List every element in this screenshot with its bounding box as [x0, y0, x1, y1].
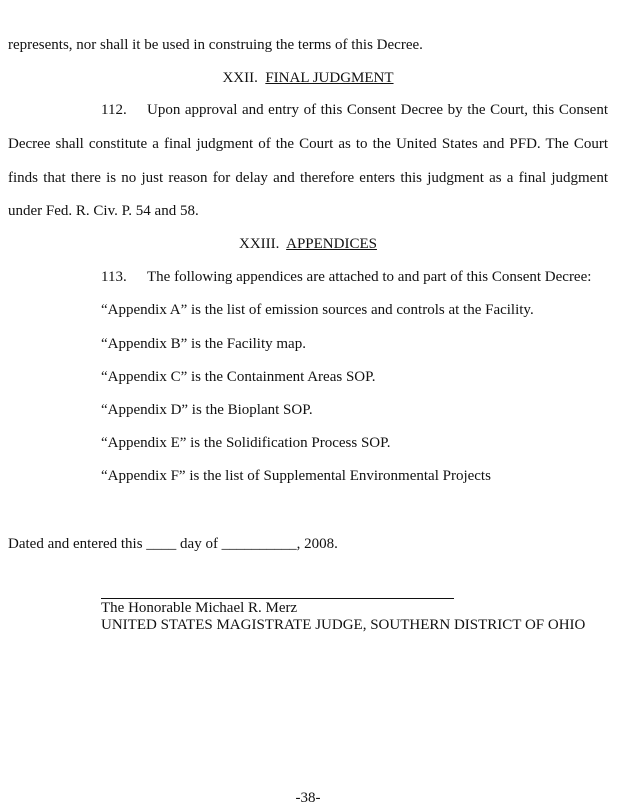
signature-line	[101, 598, 454, 599]
paragraph-113: 113. The following appendices are attached to and part of this Consent Decree:	[101, 269, 592, 285]
section-heading-appendices	[0, 235, 616, 253]
section-title: FINAL JUDGMENT	[265, 70, 394, 86]
signer-name: The Honorable Michael R. Merz	[101, 600, 298, 616]
page-number: -38-	[295, 790, 321, 806]
dated-line: Dated and entered this ____ day of __________, 2008.	[8, 536, 338, 552]
appendix-item: “Appendix E” is the Solidification Process SOP.	[101, 435, 391, 451]
paragraph-112-line-3: finds that there is no just reason for delay and therefore enters this judgment as a final judgment	[8, 170, 608, 186]
paragraph-112-line-4: under Fed. R. Civ. P. 54 and 58.	[8, 203, 199, 219]
intro-line: represents, nor shall it be used in construing the terms of this Decree.	[8, 37, 423, 53]
paragraph-number: 112.	[101, 102, 127, 118]
appendix-item: “Appendix B” is the Facility map.	[101, 336, 306, 352]
section-number: XXII.	[222, 70, 258, 86]
paragraph-112-line-1: 112. Upon approval and entry of this Consent Decree by the Court, this Consent	[101, 102, 608, 118]
appendix-item: “Appendix F” is the list of Supplemental Environmental Projects	[101, 468, 491, 484]
section-title: APPENDICES	[286, 236, 377, 252]
section-heading-final-judgment	[0, 69, 616, 87]
section-number: XXIII.	[239, 236, 280, 252]
appendix-item: “Appendix C” is the Containment Areas SOP.	[101, 369, 376, 385]
appendix-item: “Appendix D” is the Bioplant SOP.	[101, 402, 313, 418]
appendix-item: “Appendix A” is the list of emission sources and controls at the Facility.	[101, 302, 534, 318]
signer-title: UNITED STATES MAGISTRATE JUDGE, SOUTHERN DISTRICT OF OHIO	[101, 617, 586, 633]
paragraph-number: 113.	[101, 269, 127, 285]
paragraph-112-line-2: Decree shall constitute a final judgment of the Court as to the United States and PFD. The Court	[8, 136, 608, 152]
